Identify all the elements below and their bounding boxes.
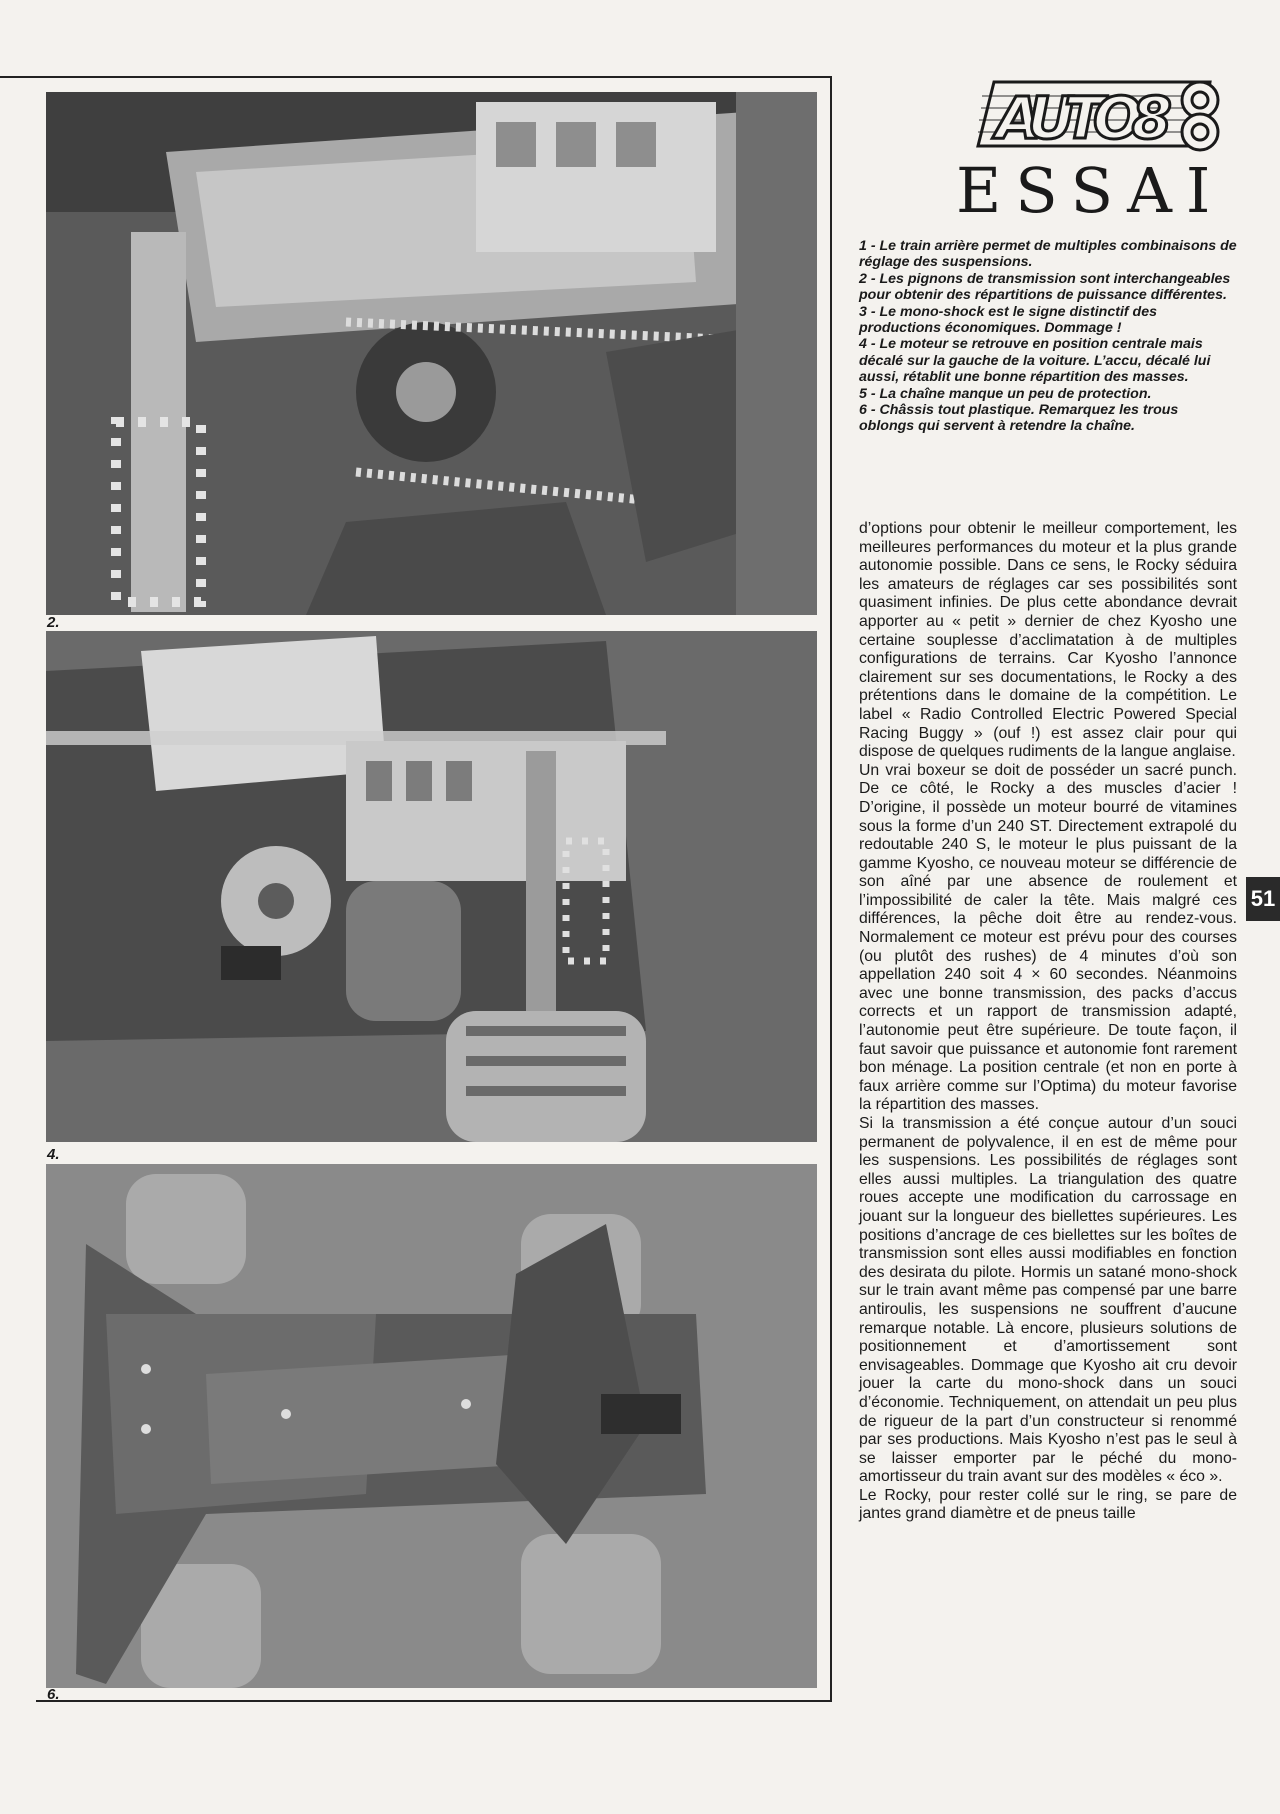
logo-text: AUTO8 xyxy=(996,84,1172,152)
caption: 4 - Le moteur se retrouve en position centrale mais décalé sur la gauche de la voiture. L’accu, décalé lui aussi, rétablit une bonne répartition des masses. xyxy=(859,336,1211,386)
page-frame-top-rule xyxy=(0,76,832,78)
photo-chassis-top xyxy=(46,631,817,1142)
photo-rear-axle xyxy=(46,92,817,615)
figure-number: 2. xyxy=(47,614,60,631)
photo-rear-axle-image xyxy=(46,92,817,615)
article-paragraph: Un vrai boxeur se doit de posséder un sacré punch. De ce côté, le Rocky a des muscles d’acier ! D’origine, il possède un moteur bourré de vitamines sous la forme d’un 240 ST. Directement extrapolé du redoutable 240 S, le moteur le plus puissant de la gamme Kyosho, ce nouveau moteur se différencie de son aîné par une absence de roulement et l’impossibilité de caler la tête. Mais malgré ces différences, la pêche doit être au rendez-vous. Normalement ce moteur est prévu pour des courses (ou plutôt des rushes) de 4 minutes d’où son appellation 240 soit 4 × 60 secondes. Néanmoins avec une bonne transmission, des packs d’accus corrects et un rapport de transmission adapté, l’autonomie peut être supérieure. De toute façon, il faut savoir que puissance et autonomie font rarement bon ménage. La position centrale (et non en porte à faux arrière comme sur l’Optima) du moteur favorise la répartition des masses. xyxy=(859,761,1237,1114)
figure-number: 4. xyxy=(47,1146,60,1163)
page-number-tab: 51 xyxy=(1246,877,1280,921)
photo-chassis-underside-image xyxy=(46,1164,817,1688)
caption: 1 - Le train arrière permet de multiples combinaisons de réglage des suspensions. xyxy=(859,238,1237,271)
figure-number: 6. xyxy=(47,1686,60,1703)
article-paragraph: d’options pour obtenir le meilleur comportement, les meilleures performances du moteur et la plus grande autonomie possible. Dans ce sens, le Rocky séduira les amateurs de réglages car ses possibilités sont quasiment infinies. De plus cette abondance devrait apporter au « petit » dernier de chez Kyosho une certaine souplesse d’acclimatation à de multiples configurations de terrains. Car Kyosho l’annonce clairement sur ses documentations, le Rocky a des prétentions dans le domaine de la compétition. Le label « Radio Controlled Electric Powered Special Racing Buggy » (ouf !) est assez clair pour qui dispose de quelques rudiments de la langue anglaise. xyxy=(859,520,1237,761)
article-paragraph: Le Rocky, pour rester collé sur le ring, se pare de jantes grand diamètre et de pneus taille xyxy=(859,1486,1237,1523)
section-title: ESSAI xyxy=(956,154,1225,227)
caption: 6 - Châssis tout plastique. Remarquez les trous oblongs qui servent à retendre la chaîne. xyxy=(859,402,1179,435)
photo-chassis-top-image xyxy=(46,631,817,1142)
caption: 2 - Les pignons de transmission sont interchangeables pour obtenir des répartitions de puissance différentes. xyxy=(859,270,1231,304)
page-frame-bottom-rule xyxy=(36,1700,832,1702)
photo-captions xyxy=(859,238,1237,435)
article-paragraph: Si la transmission a été conçue autour d’un souci permanent de polyvalence, il en est de même pour les suspensions. Les possibilités de réglages sont elles aussi multiples. La triangulation des quatre roues accepte une modification du carrossage en jouant sur la longueur des biellettes supérieures. Les positions d’ancrage de ces biellettes sur les boîtes de transmission sont elles aussi modifiables en fonction des desirata du pilote. Hormis un satané mono-shock sur le train avant même pas compensé par une barre antiroulis, les suspensions ne souffrent d’aucune remarque notable. Là encore, plusieurs solutions de positionnement et d’amortissement sont envisageables. Dommage que Kyosho ait cru devoir jouer la carte du mono-shock dans un souci d’économie. Techniquement, on attendait un peu plus de rigueur de la part d’un constructeur si renommé par ses productions. Mais Kyosho n’est pas le seul à se laisser emporter par le péché du mono-amortisseur du train avant sur des modèles « éco ». xyxy=(859,1115,1237,1486)
auto8-logo xyxy=(972,74,1236,154)
photo-chassis-underside xyxy=(46,1164,817,1688)
article-body xyxy=(859,520,1237,1524)
caption: 3 - Le mono-shock est le signe distinctif des productions économiques. Dommage ! xyxy=(859,303,1157,337)
page-frame-right-rule xyxy=(830,76,832,1701)
caption: 5 - La chaîne manque un peu de protection. xyxy=(859,385,1152,402)
